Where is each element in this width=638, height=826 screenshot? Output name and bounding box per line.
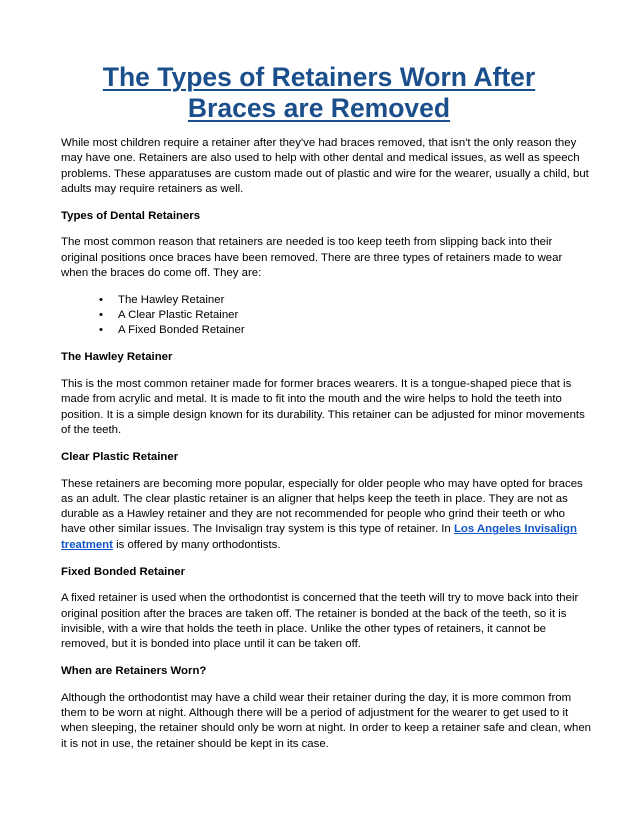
fixed-paragraph: A fixed retainer is used when the orthodontist is concerned that the teeth will try to move back into their original position after the braces are taken off. The retainer is bonded at the back of the teeth, so it is invisible, with a wire that holds the teeth in place. Unlike the other types of retainers, it cannot be removed, but it is bonded into place until it can be taken off. [61, 592, 579, 651]
retainer-types-list [61, 293, 591, 339]
types-paragraph: The most common reason that retainers are needed is too keep teeth from slipping back into their original positions once braces have been removed. There are three types of retainers made to wear when the braces do come off. They are: [61, 236, 563, 280]
list-item: • The Hawley Retainer [99, 293, 591, 308]
page-title [0, 62, 638, 124]
list-item: • A Clear Plastic Retainer [99, 308, 591, 323]
invisalign-link[interactable]: Los Angeles Invisalign treatment [61, 523, 577, 551]
clear-heading: Clear Plastic Retainer [61, 450, 179, 463]
list-item: • A Fixed Bonded Retainer [99, 323, 591, 338]
hawley-paragraph: This is the most common retainer made for former braces wearers. It is a tongue-shaped piece that is made from acrylic and metal. It is made to fit into the mouth and the wire helps to hold the teeth into position. It is a simple design known for its durability. This retainer can be adjusted for minor movements of the teeth. [61, 378, 585, 436]
clear-paragraph [61, 477, 591, 553]
clear-text-after: is offered by many orthodontists. [112, 538, 281, 551]
intro-paragraph: While most children require a retainer after they've had braces removed, that isn't the only reason they may have one. Retainers are also used to help with other dental and medical issues, as well as speech problems. These apparatuses are custom made out of plastic and wire for the wearer, usually a child, but adults may require retainers as well. [61, 137, 589, 195]
when-paragraph: Although the orthodontist may have a child wear their retainer during the day, it is more common from them to be worn at night. Although there will be a period of adjustment for the wearer to get used to it when sleeping, the retainer should only be worn at night. In order to keep a retainer safe and clean, when it is not in use, the retainer should be kept in its case. [61, 691, 592, 750]
clear-text-before: These retainers are becoming more popular, especially for older people who may have opted for braces as an adult. The clear plastic retainer is an aligner that helps keep the teeth in place. They are not as durable as a Hawley retainer and they are not recommended for people who grind their teeth or who have other similar issues. The Invisalign tray system is this type of retainer. In [61, 477, 583, 536]
title-line-2: Braces are Removed [187, 93, 451, 123]
article-body [61, 136, 591, 764]
title-line-1: The Types of Retainers Worn After [102, 62, 536, 92]
hawley-heading: The Hawley Retainer [61, 351, 173, 364]
types-heading: Types of Dental Retainers [61, 209, 201, 222]
fixed-heading: Fixed Bonded Retainer [61, 565, 186, 578]
when-heading: When are Retainers Worn? [61, 665, 207, 678]
